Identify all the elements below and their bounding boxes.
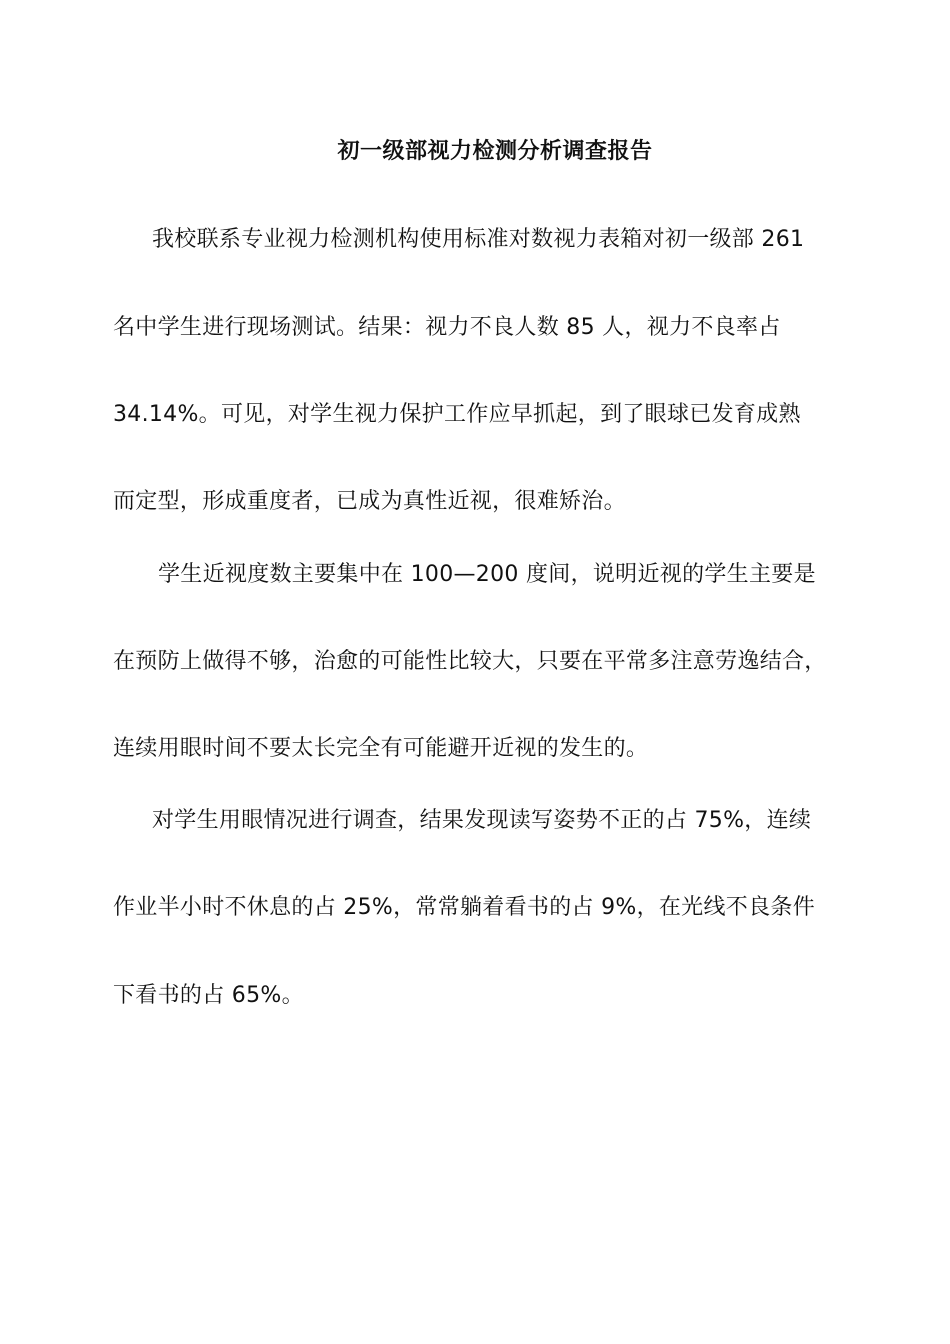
paragraph-3-line-3: 下看书的占 65%。 [113, 983, 304, 1008]
paragraph-1-line-2: 名中学生进行现场测试。结果：视力不良人数 85 人，视力不良率占 [113, 315, 781, 340]
paragraph-3-line-2: 作业半小时不休息的占 25%，常常躺着看书的占 9%，在光线不良条件 [113, 895, 815, 920]
paragraph-1-line-4: 而定型，形成重度者，已成为真性近视，很难矫治。 [113, 489, 626, 514]
paragraph-2-line-1: 学生近视度数主要集中在 100—200 度间，说明近视的学生主要是 [158, 562, 816, 587]
paragraph-3-line-1: 对学生用眼情况进行调查，结果发现读写姿势不正的占 75%，连续 [152, 808, 812, 833]
paragraph-2-line-2: 在预防上做得不够，治愈的可能性比较大，只要在平常多注意劳逸结合， [113, 649, 827, 674]
paragraph-1-line-1: 我校联系专业视力检测机构使用标准对数视力表箱对初一级部 261 [152, 227, 805, 252]
document-title: 初一级部视力检测分析调查报告 [337, 139, 653, 164]
paragraph-1-line-3: 34.14%。可见，对学生视力保护工作应早抓起，到了眼球已发育成熟 [113, 402, 801, 427]
paragraph-2-line-3: 连续用眼时间不要太长完全有可能避开近视的发生的。 [113, 736, 649, 761]
